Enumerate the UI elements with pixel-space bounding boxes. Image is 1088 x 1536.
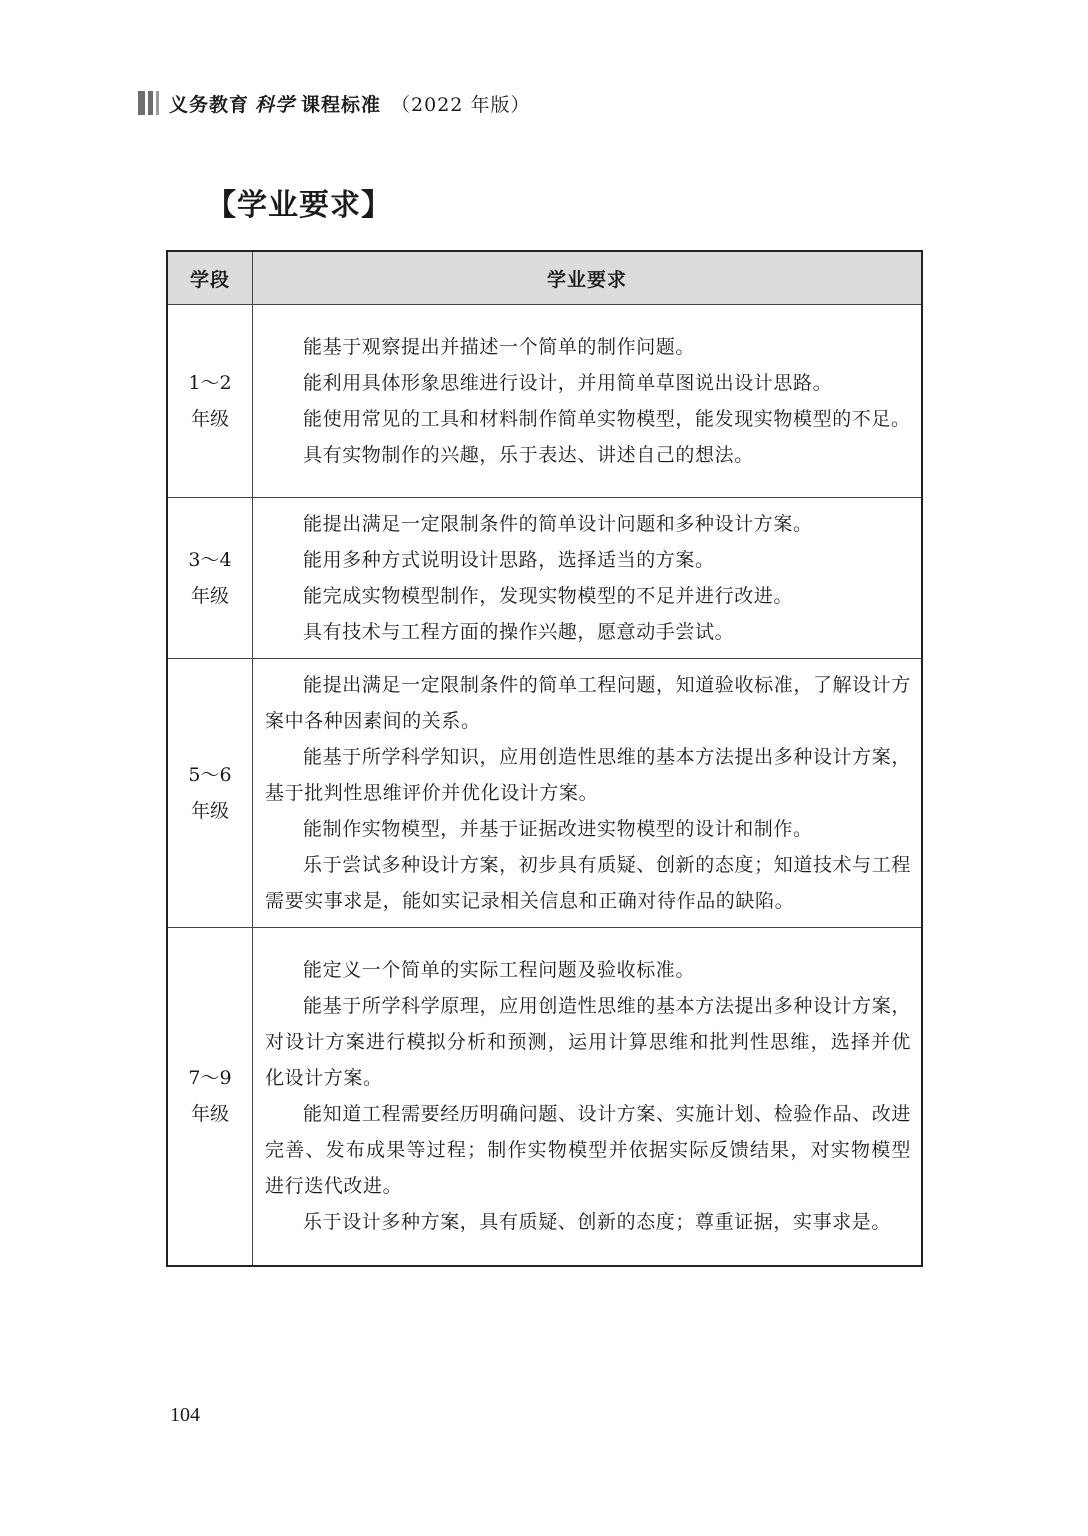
requirements-cell	[253, 659, 923, 928]
table-row	[167, 659, 922, 928]
section-title: 【学业要求】	[206, 188, 392, 223]
page-number: 104	[170, 1404, 200, 1426]
stage-cell	[167, 928, 253, 1266]
requirement-text: 具有实物制作的兴趣，乐于表达、讲述自己的想法。	[303, 444, 754, 466]
column-header-requirements: 学业要求	[253, 251, 923, 305]
requirements-cell	[253, 305, 923, 498]
header-suffix: 课程标准	[301, 93, 382, 116]
requirement-text: 能用多种方式说明设计思路，选择适当的方案。	[303, 549, 715, 571]
requirement-text: 能利用具体形象思维进行设计，并用简单草图说出设计思路。	[303, 372, 833, 394]
stage-unit: 年级	[190, 800, 229, 822]
header-edition: （2022 年版）	[391, 93, 531, 116]
stage-range: 3～4	[188, 549, 232, 571]
table-row	[167, 928, 922, 1266]
running-header	[138, 88, 530, 118]
requirement-text: 能提出满足一定限制条件的简单设计问题和多种设计方案。	[303, 513, 813, 535]
stage-cell	[167, 659, 253, 928]
column-header-stage: 学段	[167, 251, 253, 305]
stage-range: 1～2	[188, 372, 232, 394]
header-bars-icon	[138, 91, 159, 115]
requirement-text: 能知道工程需要经历明确问题、设计方案、实施计划、检验作品、改进完善、发布成果等过程；制作实物模型并依据实际反馈结果，对实物模型进行迭代改进。	[265, 1103, 911, 1198]
requirement-text: 能基于观察提出并描述一个简单的制作问题。	[303, 336, 696, 358]
requirement-text: 能提出满足一定限制条件的简单工程问题，知道验收标准，了解设计方案中各种因素间的关系。	[265, 674, 911, 732]
stage-cell	[167, 498, 253, 659]
requirements-cell	[253, 928, 923, 1266]
stage-unit: 年级	[190, 408, 229, 430]
requirements-table	[166, 250, 923, 1267]
requirement-text: 乐于尝试多种设计方案，初步具有质疑、创新的态度；知道技术与工程需要实事求是，能如实记录相关信息和正确对待作品的缺陷。	[265, 854, 911, 912]
requirement-text: 能基于所学科学知识，应用创造性思维的基本方法提出多种设计方案，基于批判性思维评价并优化设计方案。	[265, 746, 911, 804]
requirements-cell	[253, 498, 923, 659]
table-row	[167, 498, 922, 659]
stage-range: 5～6	[188, 764, 232, 786]
requirement-text: 能基于所学科学原理，应用创造性思维的基本方法提出多种设计方案，对设计方案进行模拟分析和预测，运用计算思维和批判性思维，选择并优化设计方案。	[265, 995, 911, 1090]
header-subject: 科学	[255, 93, 296, 116]
requirement-text: 能使用常见的工具和材料制作简单实物模型，能发现实物模型的不足。	[303, 408, 911, 430]
stage-cell	[167, 305, 253, 498]
stage-unit: 年级	[190, 1103, 229, 1126]
requirement-text: 具有技术与工程方面的操作兴趣，愿意动手尝试。	[303, 621, 735, 643]
stage-range: 7～9	[188, 1067, 232, 1090]
table-row	[167, 305, 922, 498]
requirement-text: 能完成实物模型制作，发现实物模型的不足并进行改进。	[303, 585, 794, 607]
requirement-text: 能定义一个简单的实际工程问题及验收标准。	[303, 959, 696, 982]
header-prefix: 义务教育	[169, 93, 250, 116]
requirement-text: 乐于设计多种方案，具有质疑、创新的态度；尊重证据，实事求是。	[303, 1211, 892, 1234]
stage-unit: 年级	[190, 585, 229, 607]
table-header-row	[167, 251, 922, 305]
requirement-text: 能制作实物模型，并基于证据改进实物模型的设计和制作。	[303, 818, 813, 840]
